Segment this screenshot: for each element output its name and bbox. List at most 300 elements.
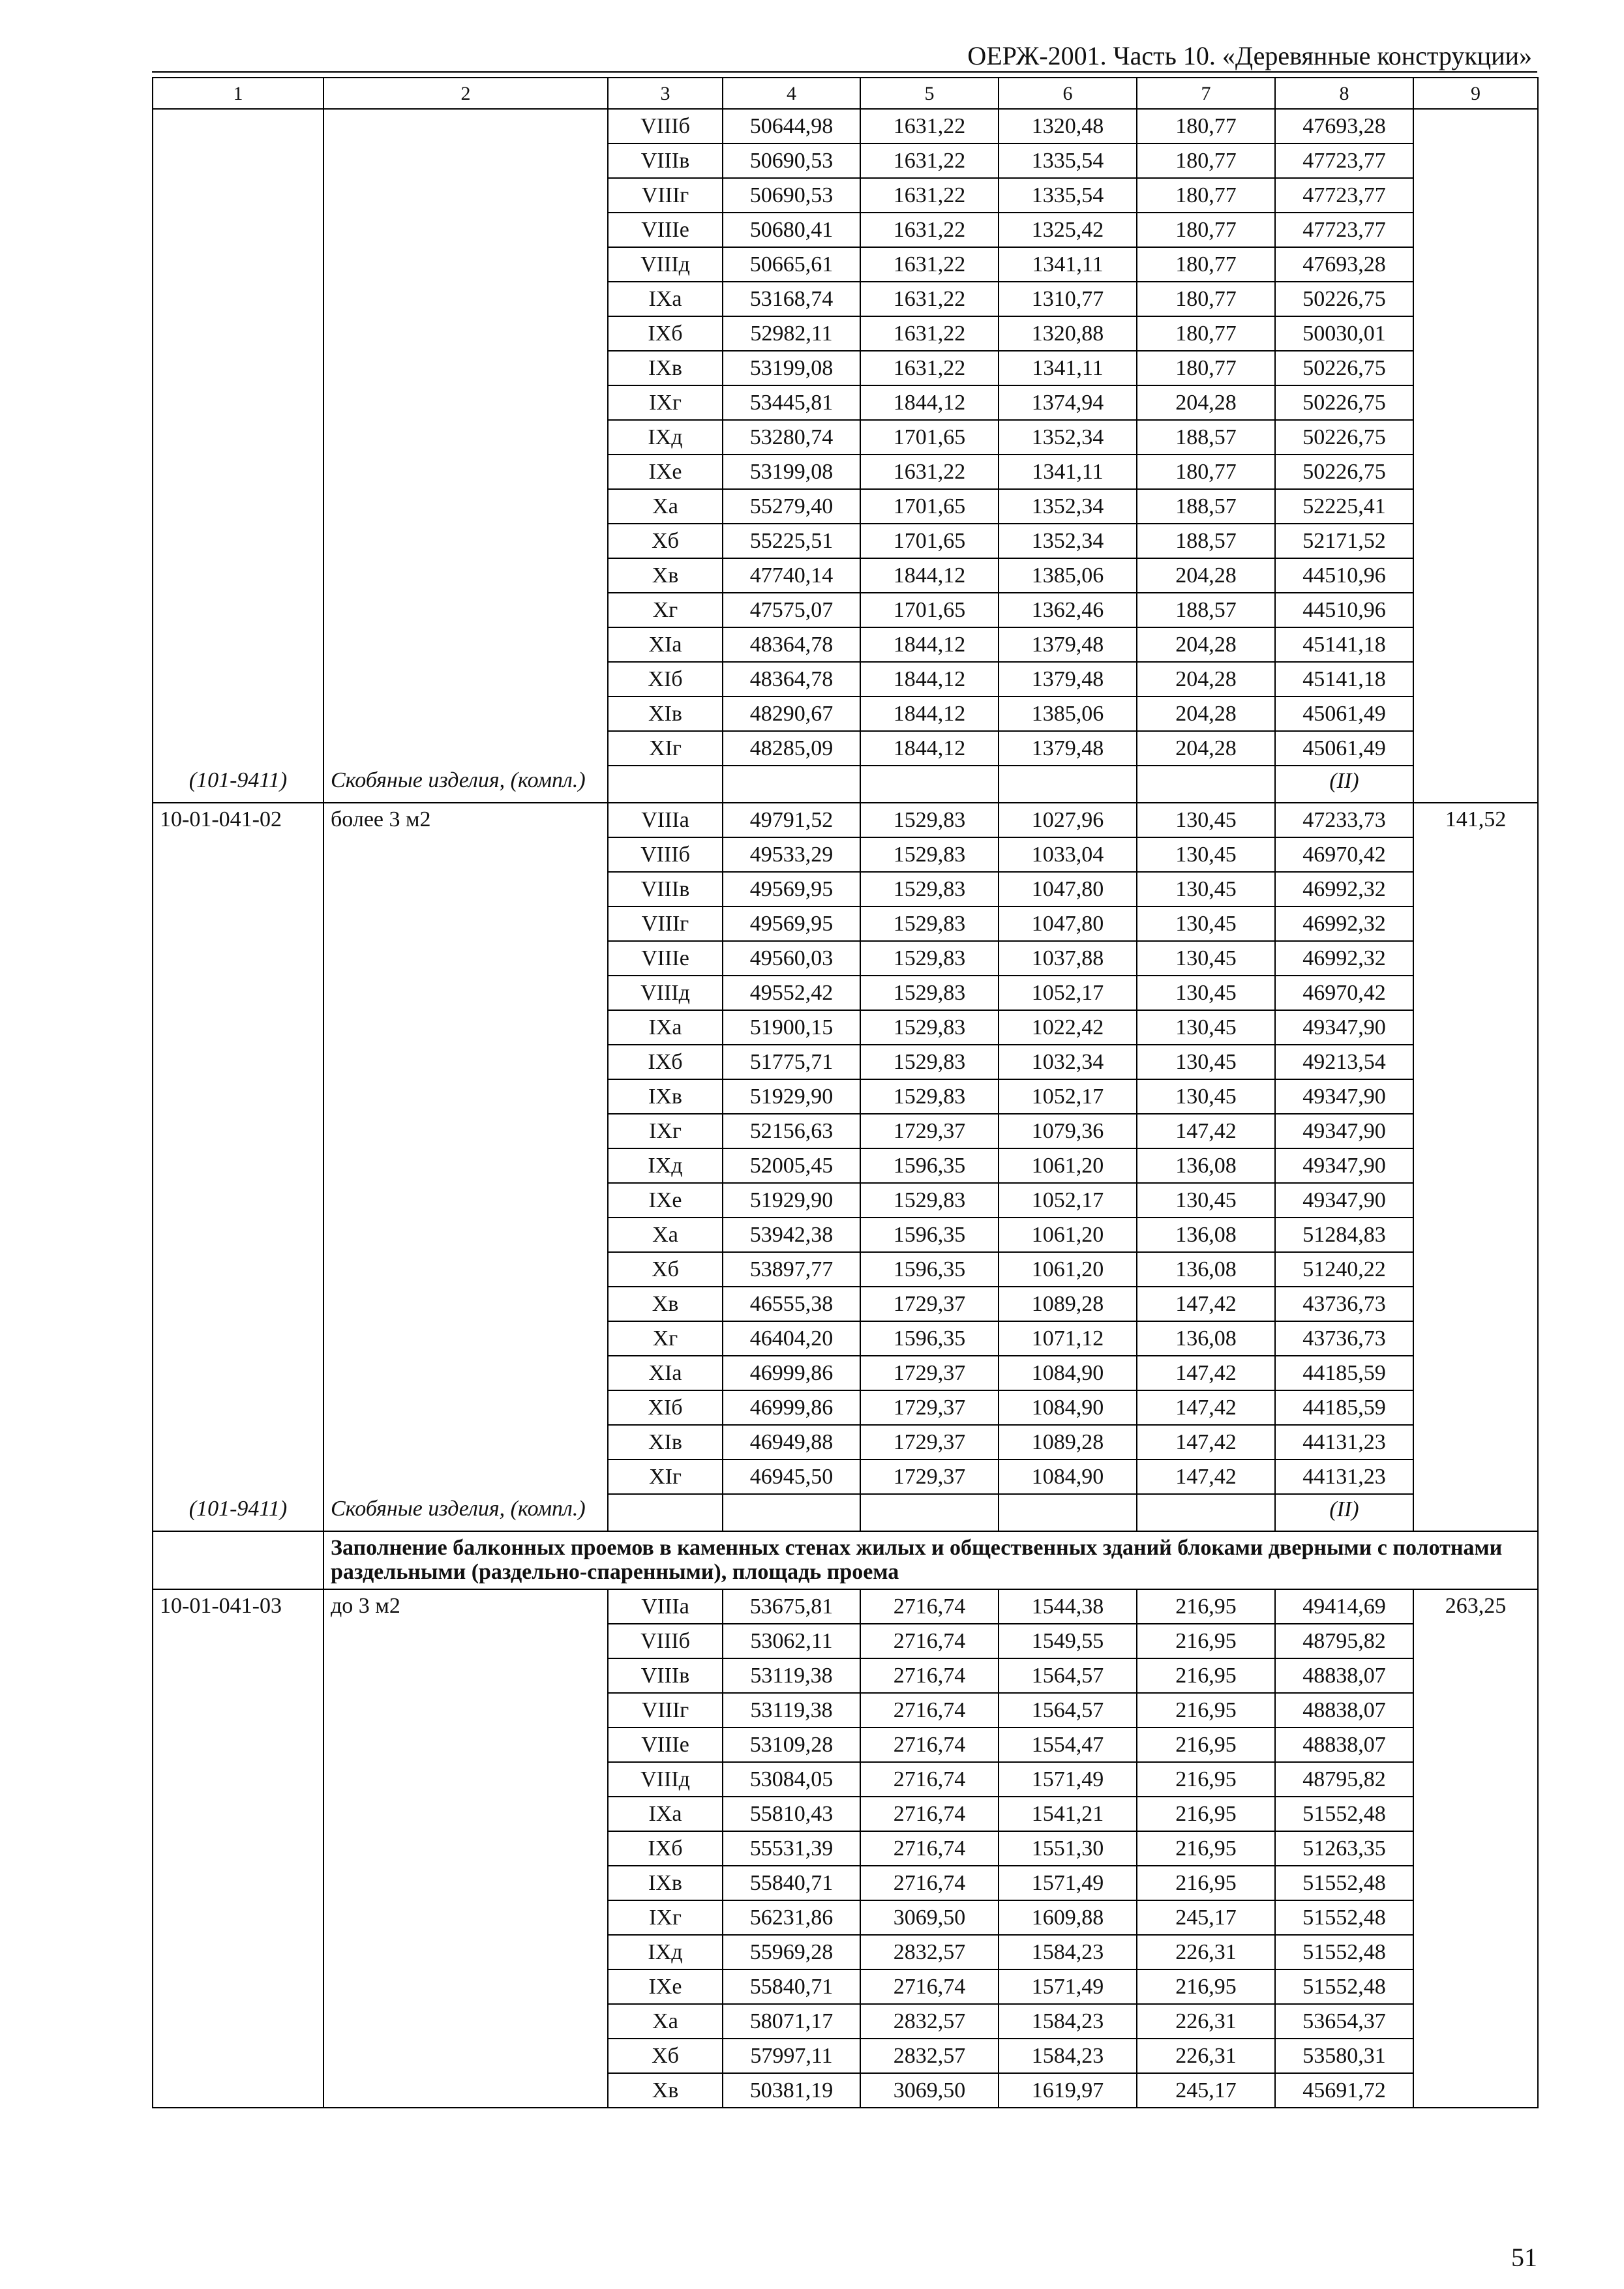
value-cell: 1729,37: [860, 1390, 999, 1425]
value-cell: 180,77: [1137, 143, 1275, 178]
value-cell: 52171,52: [1275, 524, 1413, 558]
page-number: 51: [1511, 2243, 1537, 2272]
value-cell: 50381,19: [723, 2073, 860, 2108]
value-cell: 216,95: [1137, 1728, 1275, 1762]
value-cell: 50665,61: [723, 247, 860, 282]
variant-cell: VIIIд: [608, 247, 723, 282]
value-cell: 48364,78: [723, 662, 860, 696]
value-cell: 1701,65: [860, 593, 999, 627]
value-cell: 1071,12: [999, 1321, 1137, 1356]
variant-cell: VIIIб: [608, 109, 723, 143]
variant-cell: IXа: [608, 1797, 723, 1831]
value-cell: 49347,90: [1275, 1079, 1413, 1114]
value-cell: 204,28: [1137, 662, 1275, 696]
variant-cell: XIб: [608, 662, 723, 696]
value-cell: 1631,22: [860, 109, 999, 143]
value-cell: 1052,17: [999, 976, 1137, 1010]
value-cell: 48795,82: [1275, 1624, 1413, 1658]
value-cell: 1032,34: [999, 1045, 1137, 1079]
value-cell: 1571,49: [999, 1866, 1137, 1900]
name-cell: [323, 109, 608, 766]
value-cell: 43736,73: [1275, 1321, 1413, 1356]
variant-cell: Xб: [608, 2039, 723, 2073]
value-cell: 1341,11: [999, 455, 1137, 489]
empty-cell: [1137, 766, 1275, 803]
value-cell: 53654,37: [1275, 2004, 1413, 2039]
value-cell: 2716,74: [860, 1969, 999, 2004]
value-cell: 1529,83: [860, 1010, 999, 1045]
code-cell: 10-01-041-03: [153, 1589, 323, 2108]
value-cell: 46992,32: [1275, 906, 1413, 941]
column-number: 5: [860, 78, 999, 109]
value-cell: 1033,04: [999, 837, 1137, 872]
value-cell: 1631,22: [860, 282, 999, 316]
variant-cell: VIIIв: [608, 1658, 723, 1693]
column-number: 6: [999, 78, 1137, 109]
value-cell: 2716,74: [860, 1589, 999, 1624]
variant-cell: IXб: [608, 1045, 723, 1079]
value-cell: 1631,22: [860, 247, 999, 282]
value-cell: 1047,80: [999, 872, 1137, 906]
value-cell: 46404,20: [723, 1321, 860, 1356]
value-cell: 1729,37: [860, 1287, 999, 1321]
column-number: 1: [153, 78, 323, 109]
variant-cell: IXг: [608, 1114, 723, 1148]
value-cell: 1084,90: [999, 1390, 1137, 1425]
value-cell: 204,28: [1137, 558, 1275, 593]
value-cell: 180,77: [1137, 247, 1275, 282]
value-cell: 45061,49: [1275, 731, 1413, 766]
value-cell: 1701,65: [860, 489, 999, 524]
resource-code: (101-9411): [153, 766, 323, 803]
variant-cell: Xв: [608, 2073, 723, 2108]
empty-cell: [999, 1494, 1137, 1531]
value-cell: 1352,34: [999, 420, 1137, 455]
column-number-row: [153, 78, 1538, 109]
value-cell: 1529,83: [860, 1045, 999, 1079]
code-cell: [153, 109, 323, 766]
value-cell: 1729,37: [860, 1425, 999, 1459]
value-cell: 1529,83: [860, 1183, 999, 1218]
value-cell: 1596,35: [860, 1252, 999, 1287]
variant-cell: VIIIе: [608, 1728, 723, 1762]
value-cell: 45141,18: [1275, 662, 1413, 696]
resource-note: (II): [1275, 1494, 1413, 1531]
value-cell: 180,77: [1137, 455, 1275, 489]
value-cell: 46970,42: [1275, 837, 1413, 872]
value-cell: 136,08: [1137, 1252, 1275, 1287]
value-cell: 136,08: [1137, 1321, 1275, 1356]
value-cell: 1544,38: [999, 1589, 1137, 1624]
value-cell: 2716,74: [860, 1762, 999, 1797]
column-number: 8: [1275, 78, 1413, 109]
value-cell: 2716,74: [860, 1797, 999, 1831]
value-cell: 3069,50: [860, 1900, 999, 1935]
col9-cell: 263,25: [1413, 1589, 1538, 2108]
value-cell: 1549,55: [999, 1624, 1137, 1658]
value-cell: 51929,90: [723, 1079, 860, 1114]
table-row: [153, 109, 1538, 143]
value-cell: 51240,22: [1275, 1252, 1413, 1287]
value-cell: 53199,08: [723, 351, 860, 385]
value-cell: 46945,50: [723, 1459, 860, 1494]
value-cell: 55279,40: [723, 489, 860, 524]
variant-cell: IXб: [608, 316, 723, 351]
value-cell: 48290,67: [723, 696, 860, 731]
code-cell: 10-01-041-02: [153, 803, 323, 1494]
value-cell: 44131,23: [1275, 1459, 1413, 1494]
variant-cell: Xв: [608, 558, 723, 593]
value-cell: 1844,12: [860, 731, 999, 766]
value-cell: 49791,52: [723, 803, 860, 837]
value-cell: 130,45: [1137, 1183, 1275, 1218]
value-cell: 1379,48: [999, 662, 1137, 696]
empty-cell: [608, 766, 723, 803]
value-cell: 52982,11: [723, 316, 860, 351]
value-cell: 1529,83: [860, 837, 999, 872]
value-cell: 53280,74: [723, 420, 860, 455]
value-cell: 1631,22: [860, 351, 999, 385]
value-cell: 1584,23: [999, 2004, 1137, 2039]
value-cell: 216,95: [1137, 1866, 1275, 1900]
value-cell: 51929,90: [723, 1183, 860, 1218]
value-cell: 216,95: [1137, 1969, 1275, 2004]
value-cell: 53084,05: [723, 1762, 860, 1797]
value-cell: 47740,14: [723, 558, 860, 593]
resource-name: Скобяные изделия, (компл.): [323, 1494, 608, 1531]
value-cell: 1352,34: [999, 489, 1137, 524]
value-cell: 53119,38: [723, 1658, 860, 1693]
value-cell: 1385,06: [999, 558, 1137, 593]
variant-cell: VIIIг: [608, 1693, 723, 1728]
value-cell: 56231,86: [723, 1900, 860, 1935]
value-cell: 46992,32: [1275, 872, 1413, 906]
value-cell: 2716,74: [860, 1866, 999, 1900]
value-cell: 1564,57: [999, 1658, 1137, 1693]
value-cell: 46999,86: [723, 1390, 860, 1425]
value-cell: 1844,12: [860, 696, 999, 731]
value-cell: 1541,21: [999, 1797, 1137, 1831]
variant-cell: Xв: [608, 1287, 723, 1321]
value-cell: 51552,48: [1275, 1900, 1413, 1935]
value-cell: 49569,95: [723, 872, 860, 906]
value-cell: 49347,90: [1275, 1010, 1413, 1045]
empty-cell: [860, 1494, 999, 1531]
value-cell: 1061,20: [999, 1252, 1137, 1287]
value-cell: 51775,71: [723, 1045, 860, 1079]
value-cell: 55531,39: [723, 1831, 860, 1866]
value-cell: 53675,81: [723, 1589, 860, 1624]
variant-cell: Xг: [608, 1321, 723, 1356]
value-cell: 44510,96: [1275, 558, 1413, 593]
value-cell: 245,17: [1137, 2073, 1275, 2108]
value-cell: 1701,65: [860, 524, 999, 558]
column-number: 9: [1413, 78, 1538, 109]
page-header: [152, 37, 1537, 73]
value-cell: 1352,34: [999, 524, 1137, 558]
value-cell: 53109,28: [723, 1728, 860, 1762]
value-cell: 188,57: [1137, 420, 1275, 455]
value-cell: 147,42: [1137, 1425, 1275, 1459]
value-cell: 130,45: [1137, 1079, 1275, 1114]
table-row: [153, 803, 1538, 837]
variant-cell: Xб: [608, 1252, 723, 1287]
value-cell: 130,45: [1137, 976, 1275, 1010]
value-cell: 49560,03: [723, 941, 860, 976]
section-row: [153, 1531, 1538, 1589]
header-rule: [152, 71, 1537, 73]
value-cell: 1844,12: [860, 558, 999, 593]
value-cell: 47723,77: [1275, 178, 1413, 213]
value-cell: 130,45: [1137, 837, 1275, 872]
variant-cell: IXе: [608, 455, 723, 489]
value-cell: 180,77: [1137, 213, 1275, 247]
value-cell: 3069,50: [860, 2073, 999, 2108]
value-cell: 180,77: [1137, 109, 1275, 143]
empty-cell: [723, 766, 860, 803]
value-cell: 44185,59: [1275, 1390, 1413, 1425]
value-cell: 48285,09: [723, 731, 860, 766]
variant-cell: VIIIд: [608, 1762, 723, 1797]
value-cell: 1084,90: [999, 1356, 1137, 1390]
value-cell: 130,45: [1137, 1045, 1275, 1079]
value-cell: 1529,83: [860, 976, 999, 1010]
value-cell: 1729,37: [860, 1114, 999, 1148]
value-cell: 1844,12: [860, 662, 999, 696]
value-cell: 204,28: [1137, 627, 1275, 662]
value-cell: 216,95: [1137, 1658, 1275, 1693]
value-cell: 147,42: [1137, 1356, 1275, 1390]
value-cell: 1584,23: [999, 1935, 1137, 1969]
value-cell: 50226,75: [1275, 455, 1413, 489]
value-cell: 226,31: [1137, 2004, 1275, 2039]
value-cell: 43736,73: [1275, 1287, 1413, 1321]
value-cell: 49533,29: [723, 837, 860, 872]
variant-cell: Xа: [608, 489, 723, 524]
value-cell: 1551,30: [999, 1831, 1137, 1866]
value-cell: 1325,42: [999, 213, 1137, 247]
value-cell: 1022,42: [999, 1010, 1137, 1045]
variant-cell: IXг: [608, 385, 723, 420]
value-cell: 1320,48: [999, 109, 1137, 143]
value-cell: 1047,80: [999, 906, 1137, 941]
resource-note: (II): [1275, 766, 1413, 803]
value-cell: 216,95: [1137, 1624, 1275, 1658]
value-cell: 1061,20: [999, 1148, 1137, 1183]
value-cell: 1571,49: [999, 1762, 1137, 1797]
value-cell: 1596,35: [860, 1148, 999, 1183]
value-cell: 50226,75: [1275, 282, 1413, 316]
value-cell: 188,57: [1137, 593, 1275, 627]
value-cell: 1631,22: [860, 178, 999, 213]
value-cell: 1335,54: [999, 178, 1137, 213]
value-cell: 1844,12: [860, 385, 999, 420]
empty-cell: [608, 1494, 723, 1531]
value-cell: 1609,88: [999, 1900, 1137, 1935]
value-cell: 130,45: [1137, 872, 1275, 906]
value-cell: 216,95: [1137, 1693, 1275, 1728]
variant-cell: Xг: [608, 593, 723, 627]
variant-cell: XIг: [608, 1459, 723, 1494]
value-cell: 44131,23: [1275, 1425, 1413, 1459]
value-cell: 226,31: [1137, 2039, 1275, 2073]
value-cell: 1362,46: [999, 593, 1137, 627]
value-cell: 2832,57: [860, 2004, 999, 2039]
value-cell: 1089,28: [999, 1425, 1137, 1459]
value-cell: 2716,74: [860, 1831, 999, 1866]
value-cell: 51263,35: [1275, 1831, 1413, 1866]
value-cell: 1729,37: [860, 1356, 999, 1390]
value-cell: 130,45: [1137, 941, 1275, 976]
value-cell: 51900,15: [723, 1010, 860, 1045]
variant-cell: XIв: [608, 1425, 723, 1459]
value-cell: 53119,38: [723, 1693, 860, 1728]
value-cell: 1529,83: [860, 872, 999, 906]
value-cell: 204,28: [1137, 696, 1275, 731]
value-cell: 51552,48: [1275, 1797, 1413, 1831]
value-cell: 1061,20: [999, 1218, 1137, 1252]
value-cell: 55225,51: [723, 524, 860, 558]
value-cell: 1341,11: [999, 247, 1137, 282]
value-cell: 44185,59: [1275, 1356, 1413, 1390]
value-cell: 50690,53: [723, 178, 860, 213]
table-row: [153, 1589, 1538, 1624]
variant-cell: XIа: [608, 1356, 723, 1390]
value-cell: 52156,63: [723, 1114, 860, 1148]
value-cell: 1320,88: [999, 316, 1137, 351]
value-cell: 47575,07: [723, 593, 860, 627]
value-cell: 216,95: [1137, 1589, 1275, 1624]
value-cell: 46992,32: [1275, 941, 1413, 976]
variant-cell: IXг: [608, 1900, 723, 1935]
value-cell: 53580,31: [1275, 2039, 1413, 2073]
column-number: 2: [323, 78, 608, 109]
empty-cell: [999, 766, 1137, 803]
value-cell: 147,42: [1137, 1459, 1275, 1494]
value-cell: 1584,23: [999, 2039, 1137, 2073]
variant-cell: XIа: [608, 627, 723, 662]
value-cell: 1529,83: [860, 906, 999, 941]
variant-cell: IXб: [608, 1831, 723, 1866]
value-cell: 1564,57: [999, 1693, 1137, 1728]
value-cell: 51552,48: [1275, 1866, 1413, 1900]
value-cell: 1084,90: [999, 1459, 1137, 1494]
variant-cell: VIIIе: [608, 941, 723, 976]
value-cell: 52225,41: [1275, 489, 1413, 524]
value-cell: 1701,65: [860, 420, 999, 455]
value-cell: 2716,74: [860, 1728, 999, 1762]
value-cell: 1379,48: [999, 731, 1137, 766]
value-cell: 50690,53: [723, 143, 860, 178]
variant-cell: VIIIа: [608, 1589, 723, 1624]
resource-code: (101-9411): [153, 1494, 323, 1531]
value-cell: 47723,77: [1275, 143, 1413, 178]
value-cell: 1310,77: [999, 282, 1137, 316]
value-cell: 49569,95: [723, 906, 860, 941]
value-cell: 50680,41: [723, 213, 860, 247]
value-cell: 188,57: [1137, 489, 1275, 524]
value-cell: 130,45: [1137, 803, 1275, 837]
value-cell: 49213,54: [1275, 1045, 1413, 1079]
value-cell: 216,95: [1137, 1831, 1275, 1866]
value-cell: 2832,57: [860, 2039, 999, 2073]
variant-cell: IXд: [608, 1935, 723, 1969]
value-cell: 53168,74: [723, 282, 860, 316]
value-cell: 53897,77: [723, 1252, 860, 1287]
column-number: 3: [608, 78, 723, 109]
value-cell: 49347,90: [1275, 1148, 1413, 1183]
variant-cell: IXд: [608, 420, 723, 455]
value-cell: 180,77: [1137, 351, 1275, 385]
variant-cell: XIб: [608, 1390, 723, 1425]
value-cell: 1089,28: [999, 1287, 1137, 1321]
value-cell: 180,77: [1137, 316, 1275, 351]
value-cell: 50644,98: [723, 109, 860, 143]
value-cell: 130,45: [1137, 1010, 1275, 1045]
value-cell: 53942,38: [723, 1218, 860, 1252]
variant-cell: XIг: [608, 731, 723, 766]
price-table: [152, 77, 1539, 2108]
column-number: 7: [1137, 78, 1275, 109]
value-cell: 50226,75: [1275, 351, 1413, 385]
variant-cell: VIIIв: [608, 872, 723, 906]
value-cell: 204,28: [1137, 731, 1275, 766]
value-cell: 49347,90: [1275, 1114, 1413, 1148]
column-number: 4: [723, 78, 860, 109]
value-cell: 48838,07: [1275, 1728, 1413, 1762]
value-cell: 44510,96: [1275, 593, 1413, 627]
variant-cell: VIIIг: [608, 178, 723, 213]
value-cell: 1596,35: [860, 1321, 999, 1356]
value-cell: 53445,81: [723, 385, 860, 420]
value-cell: 1631,22: [860, 455, 999, 489]
value-cell: 180,77: [1137, 178, 1275, 213]
value-cell: 2832,57: [860, 1935, 999, 1969]
value-cell: 1729,37: [860, 1459, 999, 1494]
value-cell: 48838,07: [1275, 1693, 1413, 1728]
value-cell: 130,45: [1137, 906, 1275, 941]
value-cell: 55810,43: [723, 1797, 860, 1831]
variant-cell: Xа: [608, 2004, 723, 2039]
value-cell: 1631,22: [860, 316, 999, 351]
value-cell: 55969,28: [723, 1935, 860, 1969]
resource-row: [153, 766, 1538, 803]
value-cell: 49414,69: [1275, 1589, 1413, 1624]
variant-cell: IXд: [608, 1148, 723, 1183]
value-cell: 136,08: [1137, 1148, 1275, 1183]
value-cell: 216,95: [1137, 1762, 1275, 1797]
value-cell: 48795,82: [1275, 1762, 1413, 1797]
variant-cell: VIIIб: [608, 837, 723, 872]
value-cell: 1335,54: [999, 143, 1137, 178]
resource-name: Скобяные изделия, (компл.): [323, 766, 608, 803]
value-cell: 147,42: [1137, 1390, 1275, 1425]
value-cell: 147,42: [1137, 1114, 1275, 1148]
value-cell: 51552,48: [1275, 1969, 1413, 2004]
document-title: ОЕРЖ-2001. Часть 10. «Деревянные конструкции»: [967, 41, 1532, 70]
value-cell: 216,95: [1137, 1797, 1275, 1831]
value-cell: 136,08: [1137, 1218, 1275, 1252]
value-cell: 55840,71: [723, 1866, 860, 1900]
value-cell: 1571,49: [999, 1969, 1137, 2004]
variant-cell: VIIIа: [608, 803, 723, 837]
value-cell: 1341,11: [999, 351, 1137, 385]
variant-cell: IXв: [608, 1079, 723, 1114]
name-cell: до 3 м2: [323, 1589, 608, 2108]
value-cell: 57997,11: [723, 2039, 860, 2073]
value-cell: 45691,72: [1275, 2073, 1413, 2108]
value-cell: 53199,08: [723, 455, 860, 489]
